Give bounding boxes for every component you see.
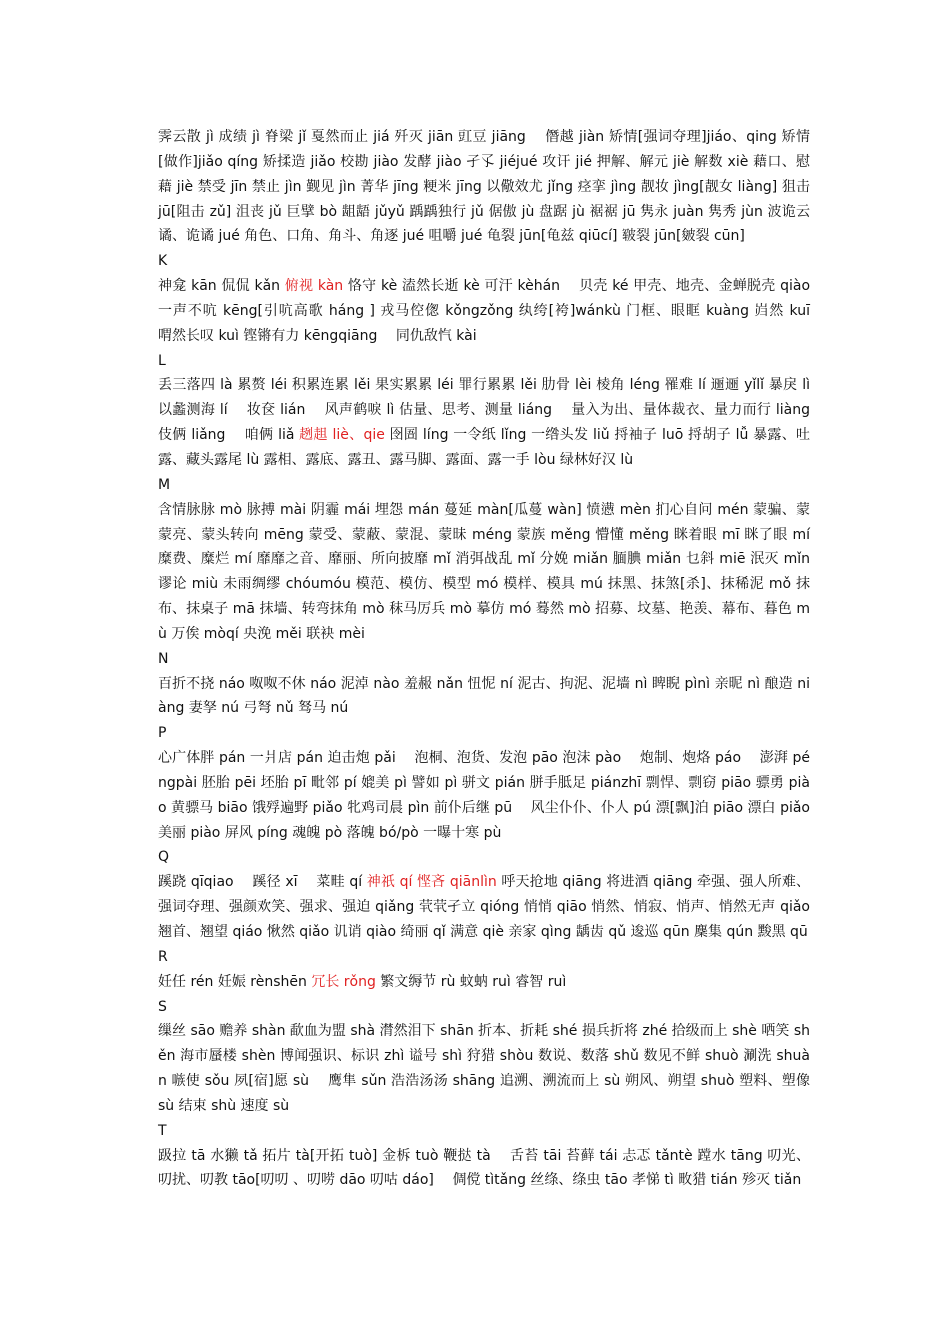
pronunciation-paragraph	[158, 274, 829, 349]
text-run: 丢三落四 là 累赘 léi 积累连累 lěi 果实累累 léi 罪行累累 lěi 肋骨 lèi 棱角 léng 罹难 lí 逦逦 yǐlǐ 暴戾 lì 以蠡测海 lí 妆奁 lián 风声鹤唳 lì 估量、思考、测量 liáng 量入为出、量体裁衣、量力而行 liàng 伎俩 liǎng 咱俩 liǎ	[158, 377, 810, 444]
text-run: 繁文缛节 rù 蚊蚋 ruì 睿智 ruì	[375, 973, 567, 990]
pronunciation-paragraph	[158, 970, 810, 995]
text-run: 霁云散 jì 成绩 jì 脊梁 jǐ 戛然而止 jiá 歼灭 jiān 豇豆 jiāng 僭越 jiàn 矫情[强词夺理]jiáo、qing 矫情[做作]jiǎo qíng 矫揉造 jiǎo 校勘 jiào 发酵 jiào 孑孓 jiéjué 攻讦 jié 押解、解元 jiè 解数 xiè 藉口、慰藉 jiè 禁受 jīn 禁止 jìn 觐见 jìn 菁华 jīng 粳米 jīng 以儆效尤 jǐng 痉挛 jìng 靓妆 jìng[靓女 liàng] 狙击 jū[阻击 zǔ] 沮丧 jǔ 巨擘 bò 龃龉 jǔyǔ 踽踽独行 jǔ 倨傲 jù 盘踞 jù 裾裾 jū 隽永 juàn 隽秀 jùn 波诡云谲、诡谲 jué 角色、口角、角斗、角逐 jué 咀嚼 jué 龟裂 jūn[龟兹 qiūcí] 皲裂 jūn[皴裂 cūn]	[158, 129, 810, 245]
section-heading-q: Q	[158, 849, 170, 866]
pronunciation-paragraph	[158, 498, 810, 647]
section-heading-r: R	[158, 948, 168, 965]
pronunciation-paragraph	[158, 1144, 810, 1194]
document-body	[158, 125, 829, 1193]
text-run: 呼天抢地 qiāng 将进酒 qiāng 牵强、强人所难、强词夺理、强颜欢笑、强求、强迫 qiǎng 茕茕孑立 qióng 悄悄 qiāo 悄然、悄寂、悄声、悄然无声 qiǎo 翘首、翘望 qiáo 愀然 qiǎo 讥诮 qiào 绮丽 qǐ 满意 qiè 亲家 qìng 龋齿 qǔ 逡巡 qūn 麇集 qún 黢黑 qū	[158, 874, 810, 940]
pronunciation-paragraph	[158, 672, 810, 722]
text-run: 心广体胖 pán 一爿店 pán 迫击炮 pǎi 泡桐、泡货、发泡 pāo 泡沫 pào 炮制、炮烙 páo 澎湃 péngpài 胚胎 pēi 坯胎 pī 毗邻 pí 媲美 pì 譬如 pì 骈文 pián 胼手胝足 piánzhī 剽悍、剽窃 piāo 骠勇 piào 黄骠马 biāo 饿殍遍野 piǎo 牝鸡司晨 pìn 前仆后继 pū 风尘仆仆、仆人 pú 漂[飘]泊 piāo 漂白 piǎo 美丽 piào 屏风 píng 魂魄 pò 落魄 bó/pò 一曝十寒 pù	[158, 750, 810, 841]
section-heading-l: L	[158, 352, 166, 369]
text-run: 妊任 rén 妊娠 rènshēn	[158, 973, 312, 990]
text-run: 趿拉 tā 水獭 tǎ 拓片 tà[开拓 tuò] 金柝 tuò 鞭挞 tà 舌苔 tāi 苔藓 tái 忐忑 tǎntè 蹚水 tāng 叨光、叨扰、叨教 tāo[叨叨 、叨唠 dāo 叨咕 dáo] 倜傥 tìtǎng 丝绦、绦虫 tāo 孝悌 tì 畋猎 tián 殄灭 tiǎn	[158, 1147, 810, 1189]
section-heading-p: P	[158, 725, 167, 742]
highlighted-term: 趔趄 liè、qie	[299, 427, 385, 444]
text-run: 百折不挠 náo 呶呶不休 náo 泥淖 nào 羞赧 nǎn 忸怩 ní 泥古、拘泥、泥墙 nì 睥睨 pìnì 亲昵 nì 酿造 niàng 妻孥 nú 弓弩 nǔ 驽马 nú	[158, 675, 810, 717]
highlighted-term: 俯视 kàn	[284, 278, 344, 295]
pronunciation-paragraph	[158, 1019, 810, 1118]
pronunciation-paragraph	[158, 373, 810, 472]
text-run: 恪守 kè 溘然长逝 kè 可汗 kèhán 贝壳 ké 甲壳、地壳、金蝉脱壳 qiào 一声不吭 kēng[引吭高歌 háng ] 戎马倥偬 kǒngzǒng 纨绔[袴]wánkù 门框、眼眶 kuàng 岿然 kuī 喟然长叹 kuì 铿锵有力 kēngqiāng 同仇敌忾 kài	[158, 278, 829, 344]
section-heading-t: T	[158, 1122, 167, 1139]
text-run: 含情脉脉 mò 脉搏 mài 阴霾 mái 埋怨 mán 蔓延 màn[瓜蔓 wàn] 愤懑 mèn 扪心自问 mén 蒙骗、蒙蒙亮、蒙头转向 mēng 蒙受、蒙蔽、蒙混、蒙昧 méng 蒙族 měng 懵懂 měng 眯着眼 mī 眯了眼 mí 糜费、糜烂 mí 靡靡之音、靡丽、所向披靡 mǐ 消弭战乱 mǐ 分娩 miǎn 腼腆 miǎn 乜斜 miē 泯灭 mǐn 谬论 miù 未雨绸缪 chóumóu 模范、模仿、模型 mó 模样、模具 mú 抹黑、抹煞[杀]、抹稀泥 mǒ 抹布、抹桌子 mā 抹墙、转弯抹角 mò 秣马厉兵 mò 摹仿 mó 蓦然 mò 招募、坟墓、艳羡、幕布、暮色 mù 万俟 mòqí 央浼 měi 联袂 mèi	[158, 501, 810, 642]
highlighted-term: 神祇 qí 悭吝 qiānlìn	[366, 874, 497, 891]
section-heading-k: K	[158, 253, 168, 270]
pronunciation-paragraph	[158, 746, 810, 845]
text-run: 神龛 kān 侃侃 kǎn	[158, 278, 285, 295]
text-run: 缫丝 sāo 赡养 shàn 歃血为盟 shà 潸然泪下 shān 折本、折耗 shé 损兵折将 zhé 拾级而上 shè 哂笑 shěn 海市蜃楼 shèn 博闻强识、标识 zhì 谥号 shì 狩猎 shòu 数说、数落 shǔ 数见不鲜 shuò 涮洗 shuàn 嗾使 sǒu 夙[宿]愿 sù 鹰隼 sǔn 浩浩汤汤 shāng 追溯、溯流而上 sù 朔风、朔望 shuò 塑料、塑像 sù 结束 shù 速度 sù	[158, 1023, 810, 1114]
pronunciation-paragraph	[158, 125, 810, 249]
text-run: 蹊跷 qīqiao 蹊径 xī 菜畦 qí	[158, 874, 367, 891]
section-heading-m: M	[158, 476, 171, 493]
pronunciation-paragraph	[158, 870, 810, 945]
highlighted-term: 冗长 rǒng	[311, 973, 376, 990]
section-heading-n: N	[158, 650, 169, 667]
text-run: 囹圄 líng 一令纸 lǐng 一绺头发 liǔ 捋袖子 luō 捋胡子 lǚ 暴露、吐露、藏头露尾 lù 露相、露底、露丑、露马脚、露面、露一手 lòu 绿林好汉 lù	[158, 427, 811, 468]
section-heading-s: S	[158, 998, 167, 1015]
